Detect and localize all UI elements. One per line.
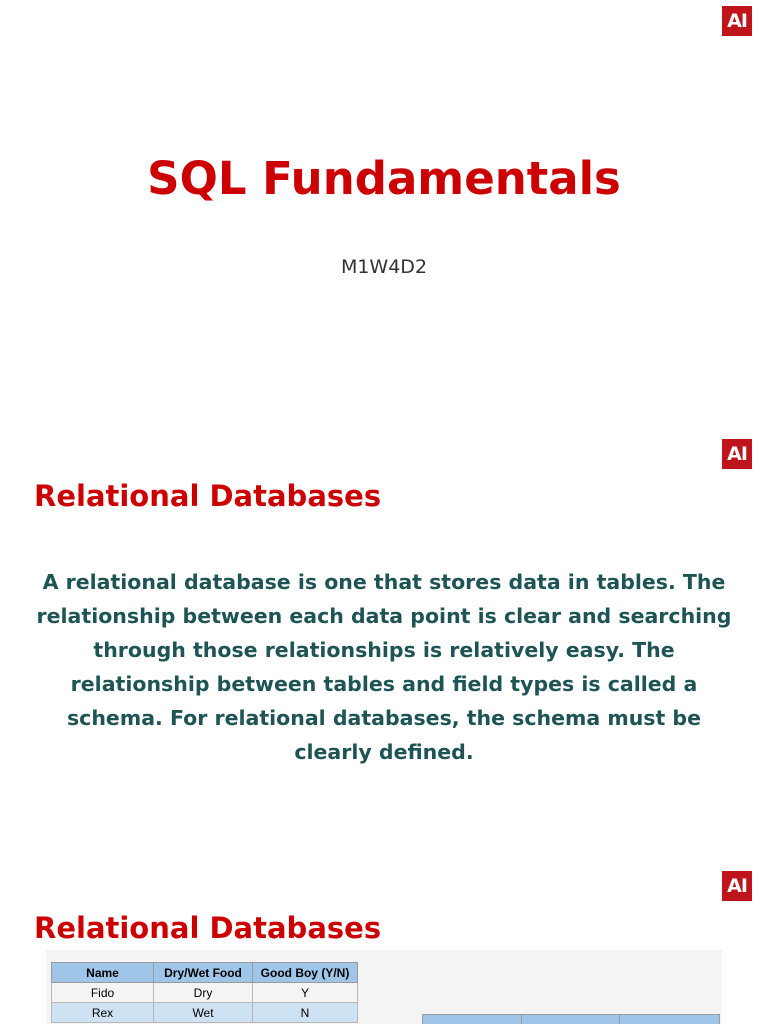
table-image-panel <box>46 950 722 1024</box>
table-cell: Fido <box>52 983 154 1003</box>
ai-logo-icon: AI <box>722 439 752 469</box>
table-header-cell: Good Boy (Y/N) <box>253 963 358 983</box>
second-table-header-cropped <box>422 1014 720 1024</box>
table-cell: Dry <box>154 983 253 1003</box>
ai-logo-icon: AI <box>722 6 752 36</box>
table-cell: Rex <box>52 1003 154 1023</box>
ai-logo-icon: AI <box>722 871 752 901</box>
table-column-divider <box>521 1015 522 1024</box>
table-row <box>52 1003 358 1023</box>
table-header-cell: Name <box>52 963 154 983</box>
table-cell: N <box>253 1003 358 1023</box>
definition-slide <box>0 432 768 864</box>
table-column-divider <box>619 1015 620 1024</box>
presentation-title: SQL Fundamentals <box>147 152 621 205</box>
slide-body-text: A relational database is one that stores data in tables. The relationship between each data point is clear and searching through those relationships is relatively easy. The relationship between tables and field types is called a schema. For relational databases, the schema must be clearly defined. <box>36 570 732 764</box>
table-header-cell: Dry/Wet Food <box>154 963 253 983</box>
title-slide <box>0 0 768 432</box>
pets-table <box>51 962 358 1023</box>
table-example-slide <box>0 864 768 1024</box>
presentation-subtitle: M1W4D2 <box>340 256 428 278</box>
table-row <box>52 983 358 1003</box>
slide-title: Relational Databases <box>34 479 382 513</box>
table-cell: Y <box>253 983 358 1003</box>
table-cell: Wet <box>154 1003 253 1023</box>
table-header-row <box>52 963 358 983</box>
slide-title: Relational Databases <box>34 911 382 945</box>
